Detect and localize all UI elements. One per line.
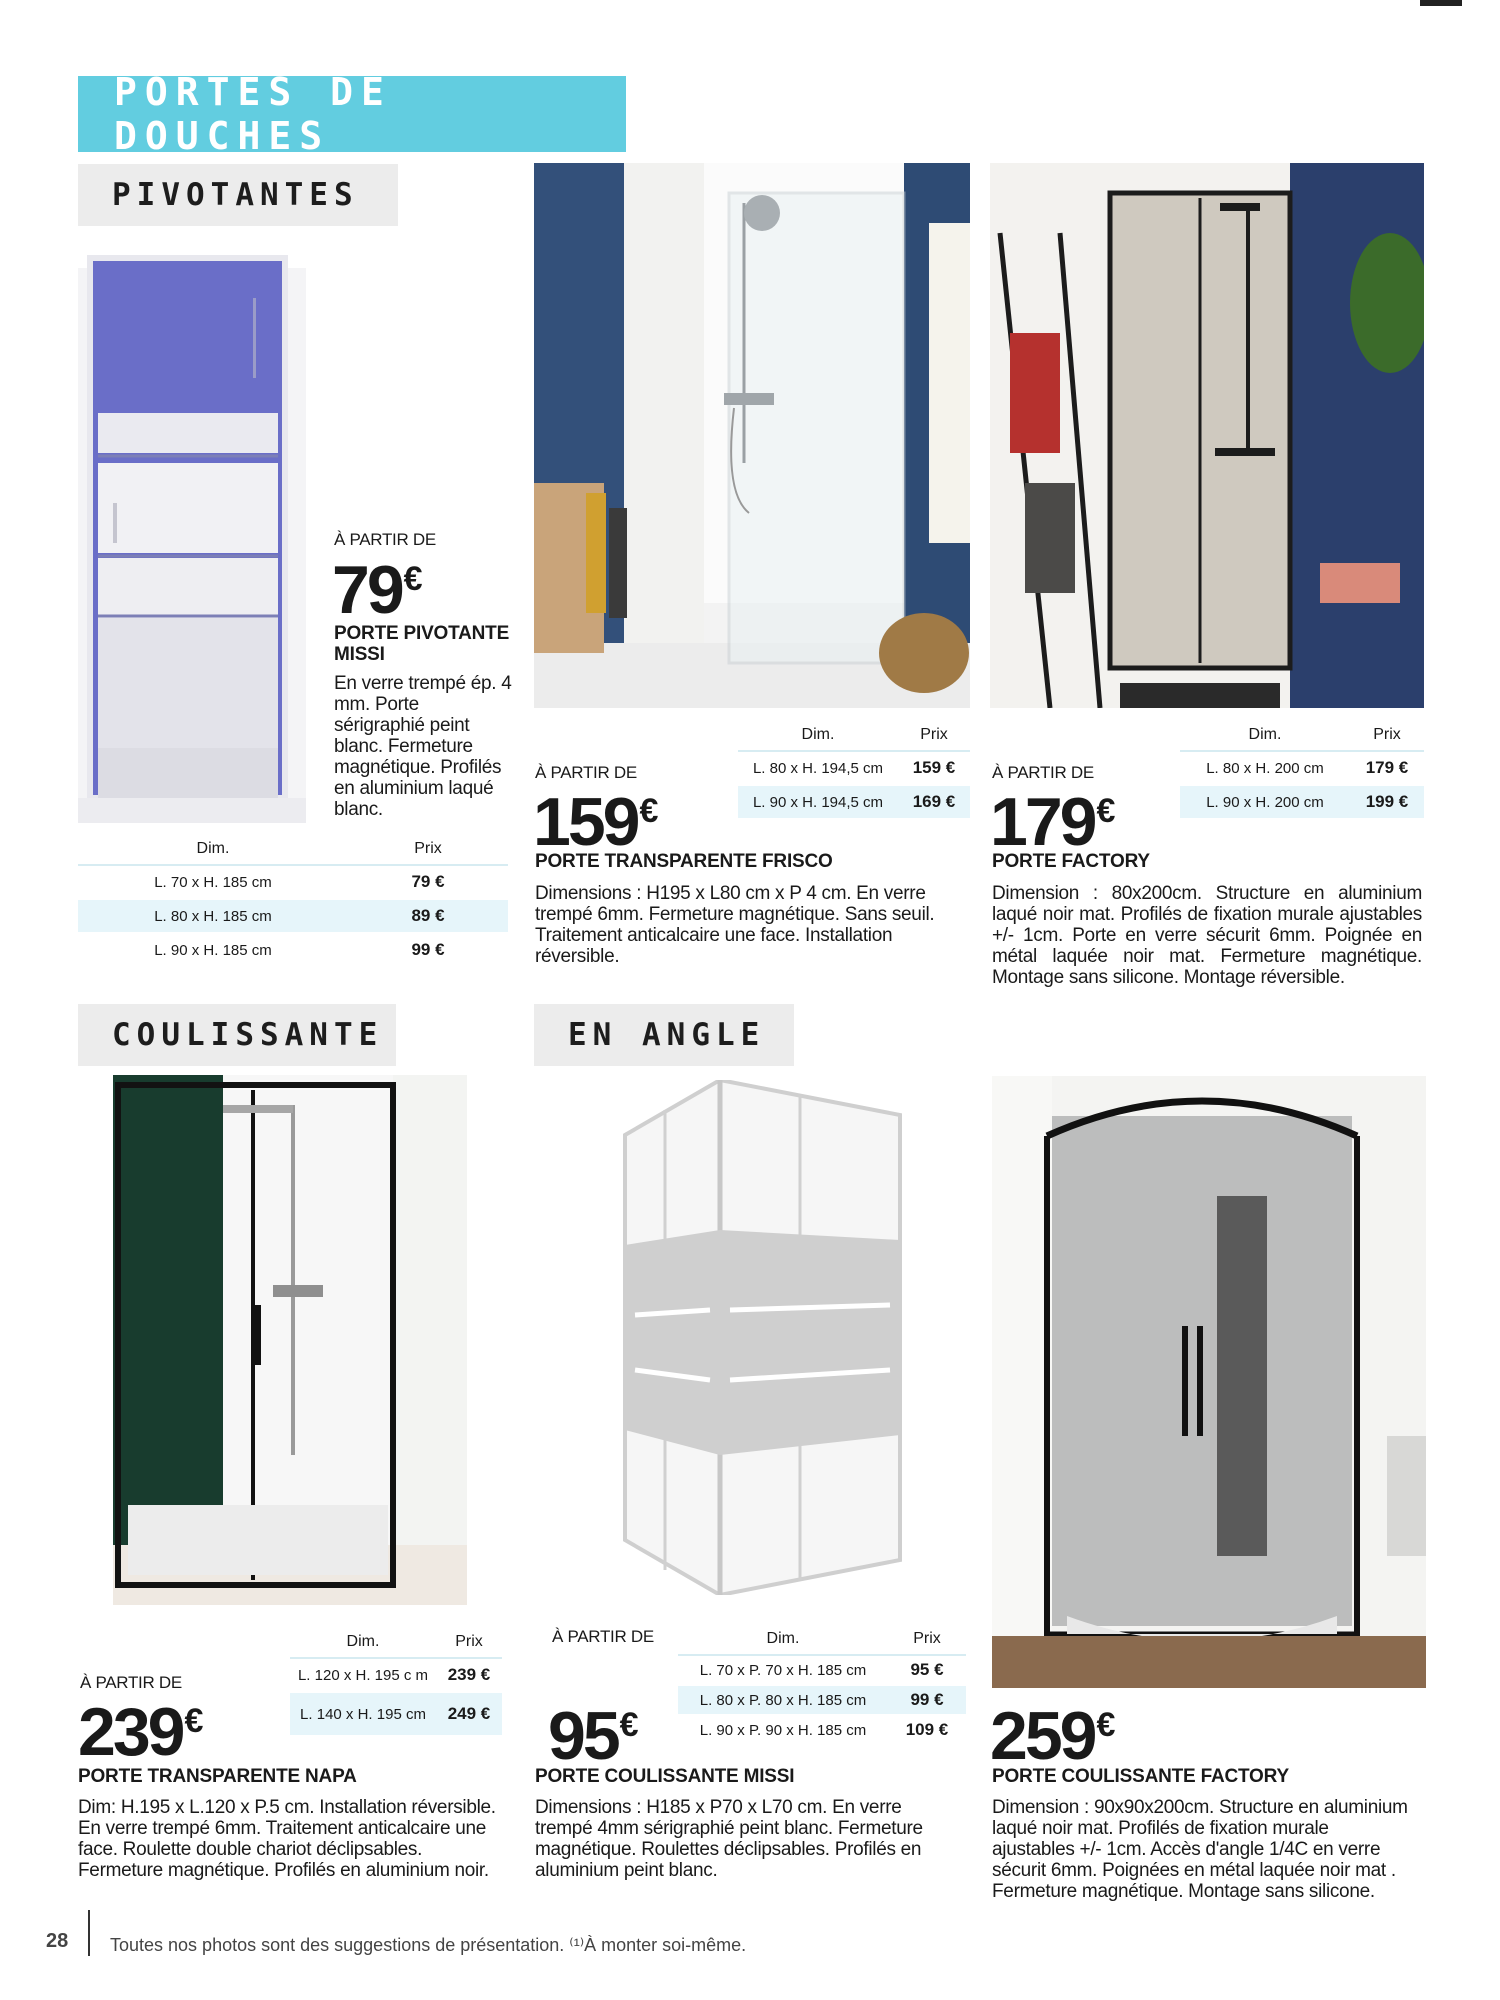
section-title: PIVOTANTES <box>112 177 359 213</box>
from-label: À PARTIR DE <box>535 763 637 782</box>
product-image-napa <box>113 1075 467 1605</box>
dimension-table-factory <box>1180 720 1424 820</box>
dimension-table-napa <box>290 1627 502 1737</box>
page-number: 28 <box>46 1930 69 1952</box>
product-image-coul-factory <box>992 1076 1426 1688</box>
product-name: PORTE TRANSPARENTE NAPA <box>78 1766 357 1787</box>
section-title: EN ANGLE <box>568 1017 766 1053</box>
price-value: 259 <box>990 1698 1095 1774</box>
price-napa <box>78 1694 204 1770</box>
table-cell: 79 € <box>411 872 445 891</box>
section-coulissante <box>78 1004 396 1066</box>
table-cell: 199 € <box>1365 792 1409 811</box>
table-cell: 179 € <box>1365 758 1409 777</box>
product-name: PORTE COULISSANTE MISSI <box>535 1766 795 1787</box>
price-header: Prix <box>1373 726 1401 743</box>
product-description: Dimensions : H185 x P70 x L70 cm. En verre trempé 4mm sérigraphié peint blanc. Fermeture magnétique. Roulettes déclipsables. Profilés en aluminium peint blanc. <box>535 1797 923 1881</box>
table-cell: L. 80 x P. 80 x H. 185 cm <box>699 1691 867 1709</box>
currency: € <box>1096 1706 1116 1744</box>
currency: € <box>639 792 659 830</box>
price-missi-pivot <box>332 552 423 628</box>
from-label: À PARTIR DE <box>992 763 1094 782</box>
dimension-table-missi-coul <box>678 1624 966 1746</box>
dim-header: Dim. <box>196 840 230 857</box>
section-en-angle <box>534 1004 794 1066</box>
table-cell: L. 70 x H. 185 cm <box>154 873 272 891</box>
page-title: PORTES DE DOUCHES <box>114 70 392 158</box>
price-value: 159 <box>533 784 638 860</box>
from-label: À PARTIR DE <box>334 530 436 549</box>
price-header: Prix <box>920 726 948 743</box>
table-cell: L. 80 x H. 185 cm <box>154 907 272 925</box>
table-cell: L. 120 x H. 195 c m <box>297 1666 429 1684</box>
price-missi-coul <box>548 1698 639 1774</box>
table-cell: 89 € <box>411 906 445 925</box>
table-cell: 159 € <box>912 758 956 777</box>
table-cell: 249 € <box>447 1704 491 1723</box>
product-image-missi-coul <box>610 1080 910 1595</box>
currency: € <box>184 1702 204 1740</box>
dimension-table-frisco <box>738 720 970 820</box>
dim-header: Dim. <box>346 1633 380 1650</box>
corner-mark <box>1420 0 1462 6</box>
product-name: PORTE PIVOTANTE MISSI <box>334 623 510 665</box>
product-description: En verre trempé ép. 4 mm. Porte sérigraphié peint blanc. Fermeture magnétique. Profilés en aluminium laqué blanc. <box>334 673 512 820</box>
product-description: Dimension : 90x90x200cm. Structure en aluminium laqué noir mat. Profilés de fixation murale ajustables +/- 1cm. Accès d'angle 1/4C en verre sécurit 6mm. Poignées en métal laquée noir mat . Fermeture magnétique. Montage sans silicone. <box>992 1797 1408 1902</box>
price-value: 179 <box>990 784 1095 860</box>
footer-note: Toutes nos photos sont des suggestions de présentation. ⁽¹⁾À monter soi-même. <box>110 1935 747 1955</box>
section-pivotantes <box>78 164 398 226</box>
dim-header: Dim. <box>1248 726 1282 743</box>
price-header: Prix <box>414 840 442 857</box>
price-coul-factory <box>990 1698 1116 1774</box>
table-cell: L. 90 x H. 194,5 cm <box>752 793 884 811</box>
product-description: Dimensions : H195 x L80 cm x P 4 cm. En verre trempé 6mm. Fermeture magnétique. Sans seuil. Traitement anticalcaire une face. Installation réversible. <box>535 883 935 967</box>
table-cell: L. 70 x P. 70 x H. 185 cm <box>699 1661 867 1679</box>
table-cell: L. 90 x H. 200 cm <box>1206 793 1324 811</box>
table-cell: 169 € <box>912 792 956 811</box>
product-name: PORTE TRANSPARENTE FRISCO <box>535 851 833 872</box>
price-value: 79 <box>332 552 402 628</box>
currency: € <box>619 1706 639 1744</box>
product-image-factory <box>990 163 1424 708</box>
product-image-frisco <box>534 163 970 708</box>
product-name: PORTE COULISSANTE FACTORY <box>992 1766 1289 1787</box>
price-header: Prix <box>455 1633 483 1650</box>
from-label: À PARTIR DE <box>552 1627 654 1646</box>
from-label: À PARTIR DE <box>80 1673 182 1692</box>
table-cell: 99 € <box>910 1690 944 1709</box>
table-cell: L. 140 x H. 195 cm <box>300 1705 426 1723</box>
price-frisco <box>533 784 659 860</box>
price-value: 95 <box>548 1698 618 1774</box>
product-image-missi-pivot <box>78 238 306 823</box>
section-title: COULISSANTE <box>112 1017 384 1053</box>
page-title-banner <box>78 70 626 158</box>
product-description: Dimension : 80x200cm. Structure en aluminium laqué noir mat. Profilés de fixation murale ajustables +/- 1cm. Porte en verre sécurit 6mm. Poignée en métal laquée noir mat. Fermeture magnétique. Montage sans silicone. Montage réversible. <box>992 883 1422 988</box>
table-cell: L. 90 x P. 90 x H. 185 cm <box>699 1721 867 1739</box>
dim-header: Dim. <box>801 726 835 743</box>
table-cell: 239 € <box>447 1665 491 1684</box>
currency: € <box>1096 792 1116 830</box>
dim-header: Dim. <box>766 1630 800 1647</box>
table-cell: 99 € <box>411 940 445 959</box>
product-description: Dim: H.195 x L.120 x P.5 cm. Installation réversible. En verre trempé 6mm. Traitement anticalcaire une face. Roulette double chariot déclipsables. Fermeture magnétique. Profilés en aluminium noir. <box>78 1797 496 1881</box>
table-cell: L. 90 x H. 185 cm <box>154 941 272 959</box>
product-name: PORTE FACTORY <box>992 851 1150 872</box>
table-cell: L. 80 x H. 200 cm <box>1206 759 1324 777</box>
price-factory <box>990 784 1116 860</box>
price-header: Prix <box>913 1630 941 1647</box>
footer-divider <box>88 1910 90 1956</box>
currency: € <box>403 560 423 598</box>
table-cell: L. 80 x H. 194,5 cm <box>752 759 884 777</box>
price-value: 239 <box>78 1694 183 1770</box>
table-cell: 95 € <box>910 1660 944 1679</box>
table-cell: 109 € <box>905 1720 949 1739</box>
dimension-table-missi-pivot <box>78 834 508 968</box>
